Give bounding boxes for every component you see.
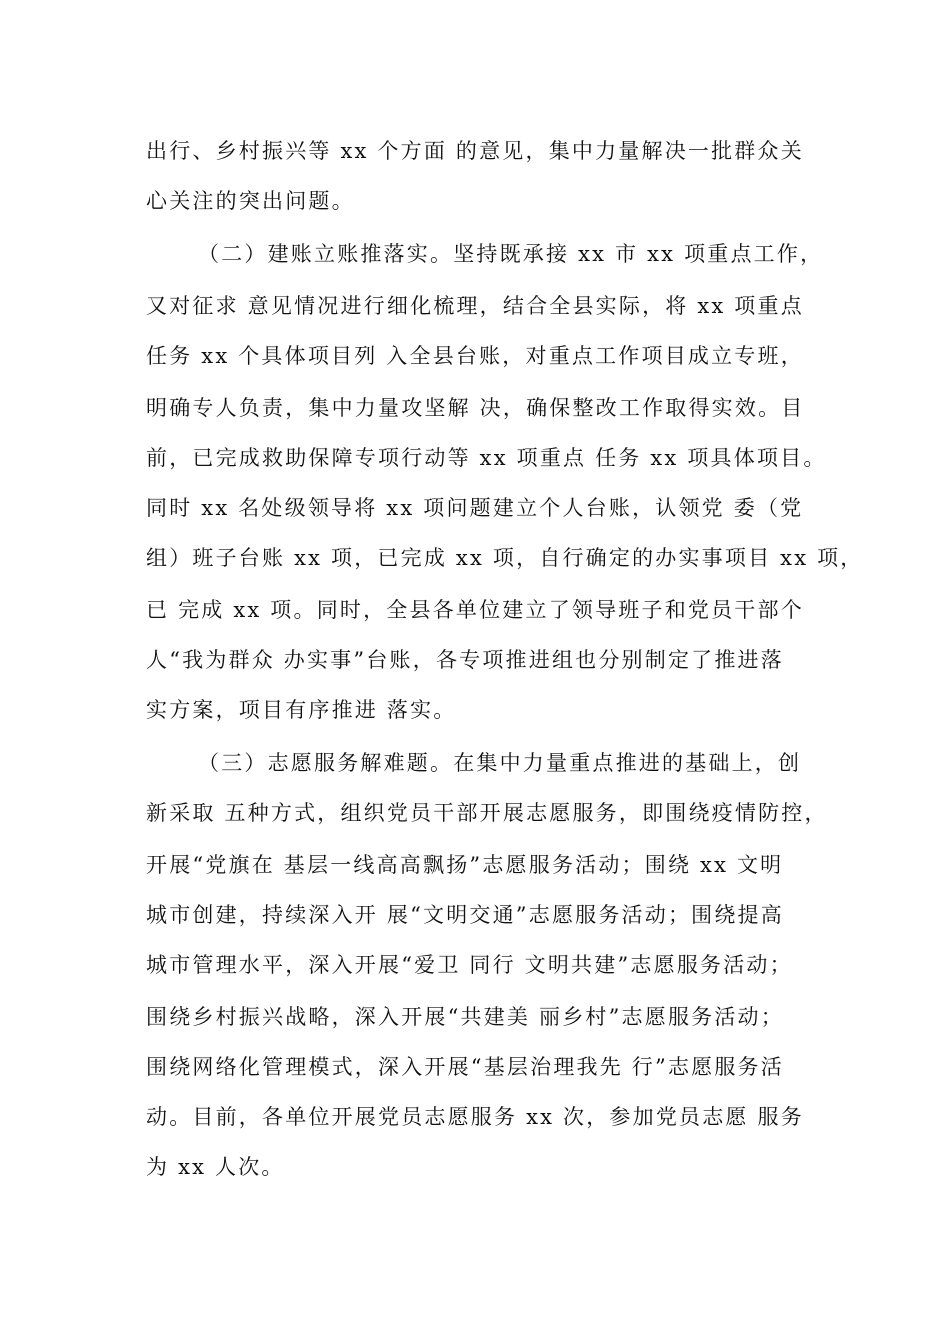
text-line: 明确专人负责，集中力量攻坚解 决，确保整改工作取得实效。目 [146,396,805,420]
text-line: 前，已完成救助保障专项行动等 xx 项重点 任务 xx 项具体项目。 [146,446,827,470]
paragraph-heading-3: （三）志愿服务解难题。在集中力量重点推进的基础上，创 [198,751,802,775]
text-line: 开展“党旗在 基层一线高高飘扬”志愿服务活动；围绕 xx 文明 [146,853,784,877]
text-line: 围绕网络化管理模式，深入开展“基层治理我先 行”志愿服务活 [146,1055,784,1079]
text-line: 组）班子台账 xx 项，已完成 xx 项，自行确定的办实事项目 xx 项， [146,546,864,570]
text-line: 围绕乡村振兴战略，深入开展“共建美 丽乡村”志愿服务活动； [146,1005,784,1029]
text-line: 城市管理水平，深入开展“爱卫 同行 文明共建”志愿服务活动； [146,953,793,977]
text-line: 又对征求 意见情况进行细化梳理，结合全县实际，将 xx 项重点 [146,294,804,318]
text-line: 城市创建，持续深入开 展“文明交通”志愿服务活动；围绕提高 [146,903,784,927]
text-line: 已 完成 xx 项。同时，全县各单位建立了领导班子和党员干部个 [146,598,804,622]
text-line: 为 xx 人次。 [146,1155,285,1179]
text-line: 同时 xx 名处级领导将 xx 项问题建立个人台账，认领党 委（党 [146,496,804,520]
text-line: 出行、乡村振兴等 xx 个方面 的意见，集中力量解决一批群众关 [146,139,804,163]
text-line: 动。目前，各单位开展党员志愿服务 xx 次，参加党员志愿 服务 [146,1105,804,1129]
text-line: 心关注的突出问题。 [146,189,355,213]
paragraph-heading-2: （二）建账立账推落实。坚持既承接 xx 市 xx 项重点工作， [198,242,824,266]
text-line: 新采取 五种方式，组织党员干部开展志愿服务，即围绕疫情防控， [146,801,828,825]
text-line: 人“我为群众 办实事”台账，各专项推进组也分别制定了推进落 [146,648,784,672]
text-line: 实方案，项目有序推进 落实。 [146,698,457,722]
text-line: 任务 xx 个具体项目列 入全县台账，对重点工作项目成立专班， [146,344,804,368]
